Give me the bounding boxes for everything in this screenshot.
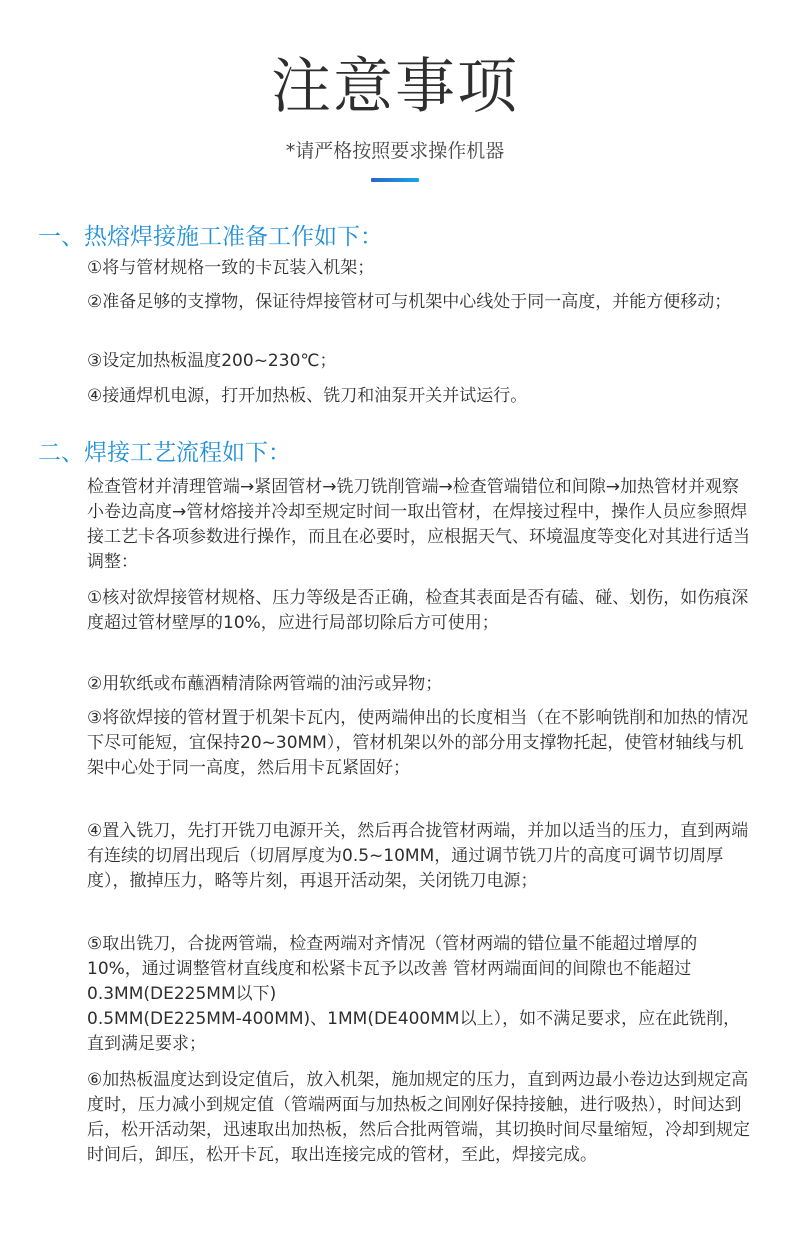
section2-item-5: ⑤取出铣刀，合拢两管端，检查两端对齐情况（管材两端的错位量不能超过增厚的10%，通过调整管材直线度和松紧卡瓦予以改善 管材两端面间的间隙也不能超过0.3MM(DE225MM以下) 0.5MM(DE225MM-400MM)、1MM(DE400MM以上），如不满足要求，应在此铣削，直到满足要求； xyxy=(87,934,741,1054)
section1-item-2: ②准备足够的支撑物，保证待焊接管材可与机架中心线处于同一高度，并能方便移动； xyxy=(87,292,732,312)
title-accent-bar xyxy=(371,178,419,182)
section2-item-2: ②用软纸或布蘸酒精清除两管端的油污或异物； xyxy=(87,674,443,694)
section2-item-4: ④置入铣刀，先打开铣刀电源开关，然后再合拢管材两端，并加以适当的压力，直到两端有连续的切屑出现后（切屑厚度为0.5~10MM，通过调节铣刀片的高度可调节切周厚度），撤掉压力，略等片刻，再退开活动架，关闭铣刀电源； xyxy=(87,821,749,891)
section2-item-6: ⑥加热板温度达到设定值后，放入机架，施加规定的压力，直到两边最小卷边达到规定高度时，压力减小到规定值（管端两面与加热板之间刚好保持接触，进行吸热），时间达到后，松开活动架，迅速取出加热板，然后合批两管端，其切换时间尽量缩短，冷却到规定时间后，卸压，松开卡瓦，取出连接完成的管材，至此，焊接完成。 xyxy=(87,1070,750,1165)
section2-item-3: ③将欲焊接的管材置于机架卡瓦内，使两端伸出的长度相当（在不影响铣削和加热的情况下尽可能短，宜保持20~30MM），管材机架以外的部分用支撑物托起，使管材轴线与机架中心处于同一高度，然后用卡瓦紧固好； xyxy=(87,708,749,778)
page-title: 注意事项 xyxy=(271,52,519,122)
section1-item-4: ④接通焊机电源，打开加热板、铣刀和油泵开关并试运行。 xyxy=(87,386,528,406)
section2-heading: 二、焊接工艺流程如下： xyxy=(38,440,291,466)
section1-item-1: ①将与管材规格一致的卡瓦装入机架； xyxy=(87,258,375,278)
section2-intro: 检查管材并清理管端→紧固管材→铣刀铣削管端→检查管端错位和间隙→加热管材并观察小卷边高度→管材熔接并冷却至规定时间一取出管材，在焊接过程中，操作人员应参照焊接工艺卡各项参数进行操作，而且在必要时，应根据天气、环境温度等变化对其进行适当调整： xyxy=(87,477,750,572)
section1-item-3: ③设定加热板温度200~230℃； xyxy=(87,351,337,371)
page-subtitle: *请严格按照要求操作机器 xyxy=(285,140,505,162)
section1-heading: 一、热熔焊接施工准备工作如下： xyxy=(38,224,383,250)
section2-item-1: ①核对欲焊接管材规格、压力等级是否正确，检查其表面是否有磕、碰、划伤，如伤痕深度超过管材壁厚的10%，应进行局部切除后方可使用； xyxy=(87,588,749,633)
